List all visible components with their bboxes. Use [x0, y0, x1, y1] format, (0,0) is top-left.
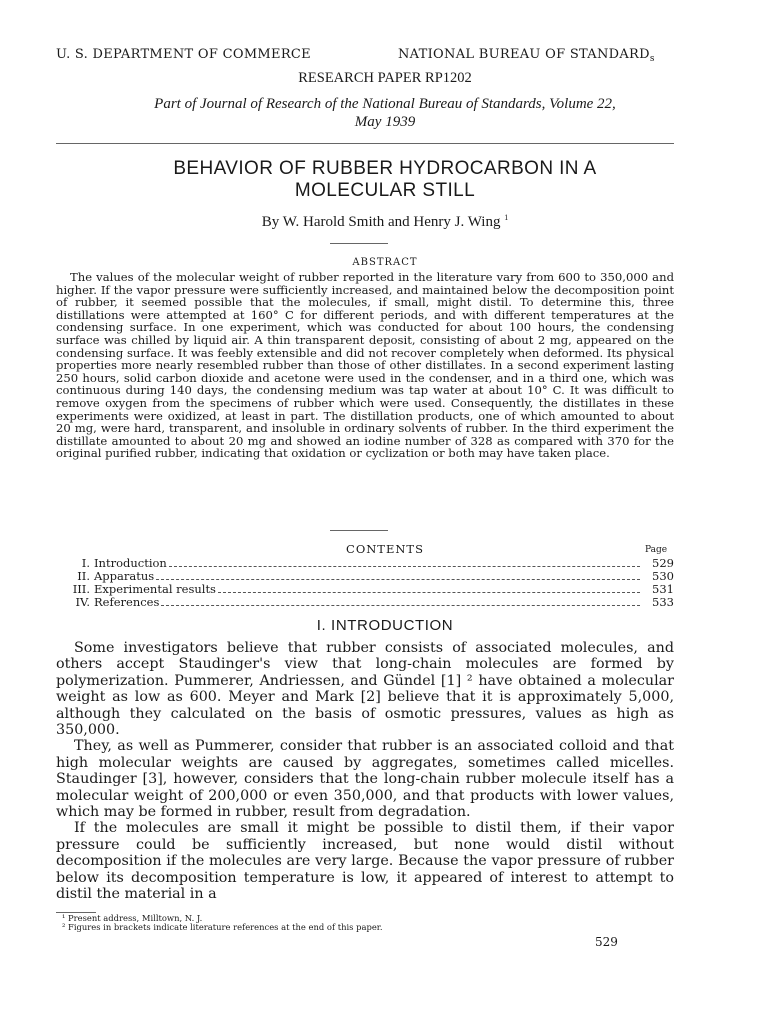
footnote-1: ¹ Present address, Milltown, N. J. [62, 913, 203, 923]
authors [0, 213, 770, 231]
table-of-contents [54, 557, 674, 609]
title-divider [330, 243, 388, 244]
intro-paragraph-3: If the molecules are small it might be possible to distil them, if their vapor pressure could be sufficiently increased, but none would distil without decomposition if the molecules are very large. Because the vapor pressure of rubber below its decomposition temperature is low, it appeared of interest to attempt to distil the material in a [56, 820, 674, 903]
introduction-body [56, 640, 674, 903]
header-bureau-text: NATIONAL BUREAU OF STANDARD [398, 47, 650, 62]
research-paper-number: RESEARCH PAPER RP1202 [298, 70, 472, 86]
toc-page: 533 [652, 595, 674, 609]
intro-paragraph-2: They, as well as Pummerer, consider that rubber is an associated colloid and that high molecular weights are caused by aggregates, sometimes called micelles. Staudinger [3], however, considers that the long-chain rubber molecule itself has a molecular weight of 200,000 or even 350,000, and that products with lower values, which may be formed in rubber, result from degradation. [56, 738, 674, 821]
journal-citation: Part of Journal of Research of the National Bureau of Standards, Volume 22, [154, 96, 616, 112]
header-bureau [398, 47, 655, 64]
header-divider [56, 143, 674, 144]
toc-number: IV. [75, 595, 90, 609]
toc-title: Apparatus [94, 569, 155, 583]
paper-title-line2: MOLECULAR STILL [294, 180, 476, 201]
toc-number: II. [77, 569, 90, 583]
toc-page: 531 [652, 582, 674, 596]
intro-paragraph-1: Some investigators believe that rubber consists of associated molecules, and others accept Staudinger's view that long-chain molecules are formed by polymerization. Pummerer, Andriessen, and Gündel [1] ² have obtained a molecular weight as low as 600. Meyer and Mark [2] believe that it is approximately 5,000, although they calculated on the basis of osmotic pressures, values as high as 350,000. [56, 640, 674, 739]
toc-leader [169, 566, 640, 567]
contents-page-label: Page [645, 545, 668, 555]
abstract-text: The values of the molecular weight of rubber reported in the literature vary from 600 to 350,000 and higher. If the vapor pressure were sufficiently increased, and maintained below the decomposition point of rubber, it seemed possible that the molecules, if small, might distil. To determine this, three distillations were attempted at 160° C for different periods, and with different temperatures at the condensing surface. In one experiment, which was conducted for about 100 hours, the condensing surface was chilled by liquid air. A thin transparent deposit, consisting of about 2 mg, appeared on the condensing surface. It was feebly extensible and did not recover completely when deformed. Its physical properties more nearly resembled rubber than those of other distillates. In a second experiment lasting 250 hours, solid carbon dioxide and acetone were used in the condenser, and in a third one, which was continuous during 140 days, the condensing medium was tap water at about 10° C. It was difficult to remove oxygen from the specimens of rubber which were used. Consequently, the distillates in these experiments were oxidized, at least in part. The distillation products, one of which amounted to about 20 mg, were hard, transparent, and insoluble in ordinary solvents of rubber. In the third experiment the distillate amounted to about 20 mg and showed an iodine number of 328 as compared with 370 for the original purified rubber, indicating that oxidation or cyclization or both may have taken place. [56, 270, 674, 461]
abstract-divider [330, 530, 388, 531]
toc-title: Introduction [94, 556, 167, 570]
abstract-heading: ABSTRACT [352, 257, 418, 268]
header-bureau-suffix: s [649, 54, 655, 64]
contents-heading: CONTENTS [346, 542, 424, 556]
toc-leader [156, 579, 640, 580]
footnote-2: ² Figures in brackets indicate literature references at the end of this paper. [62, 922, 383, 933]
toc-title: References [94, 595, 160, 609]
section-heading-introduction: I. INTRODUCTION [316, 617, 454, 634]
header-department: U. S. DEPARTMENT OF COMMERCE [56, 47, 311, 62]
toc-number: III. [72, 582, 90, 596]
journal-date: May 1939 [354, 114, 416, 130]
author-footnote-mark: 1 [504, 213, 509, 222]
page-number: 529 [595, 935, 618, 949]
toc-title: Experimental results [94, 582, 216, 596]
toc-page: 530 [652, 569, 674, 583]
toc-number: I. [81, 556, 90, 570]
toc-leader [218, 592, 640, 593]
footnotes [62, 914, 383, 932]
authors-text: By W. Harold Smith and Henry J. Wing [261, 214, 501, 230]
toc-leader [161, 605, 640, 606]
toc-entry-references[interactable] [54, 596, 674, 609]
toc-page: 529 [652, 556, 674, 570]
paper-title-line1: BEHAVIOR OF RUBBER HYDROCARBON IN A [173, 158, 597, 179]
